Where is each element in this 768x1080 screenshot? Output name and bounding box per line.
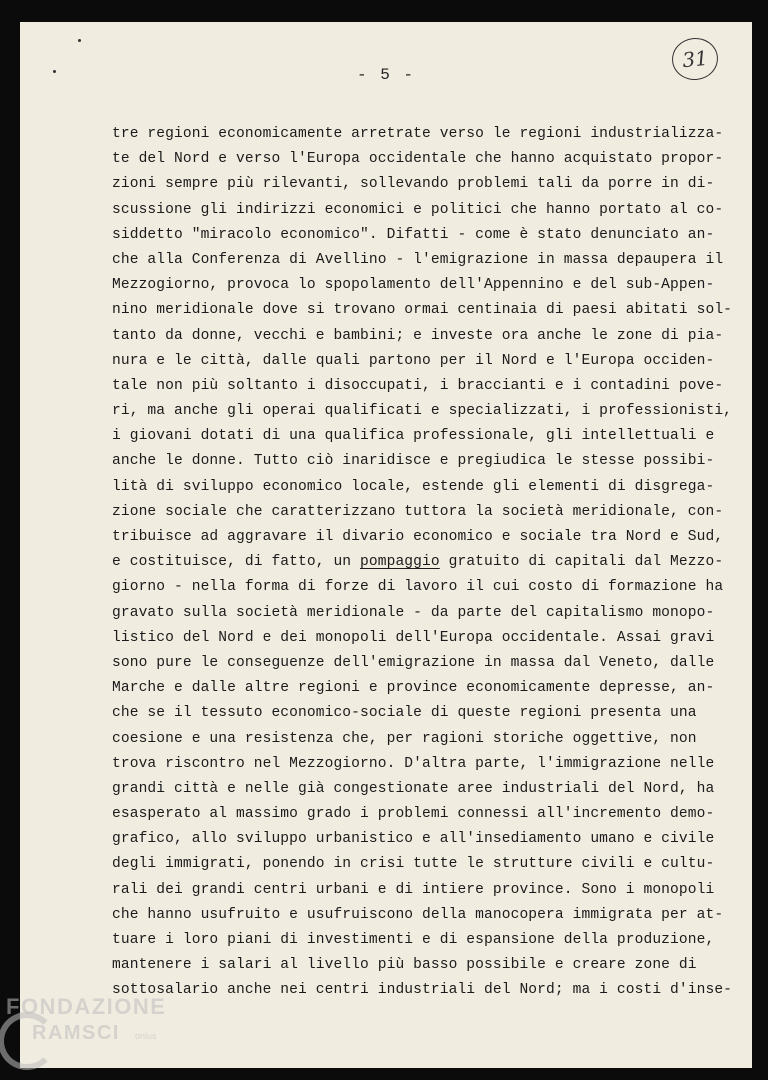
text-line: esasperato al massimo grado i problemi connessi all'incremento demo-	[112, 806, 715, 823]
body-text	[112, 122, 732, 1004]
watermark-subtitle: RAMSCI	[32, 1022, 120, 1044]
g-logo-icon	[0, 1012, 56, 1070]
text-line: scussione gli indirizzi economici e politici che hanno portato al co-	[112, 201, 724, 218]
text-line: mantenere i salari al livello più basso possibile e creare zone di	[112, 957, 697, 974]
text-line: grafico, allo sviluppo urbanistico e all'insediamento umano e civile	[112, 831, 715, 848]
text-line: giorno - nella forma di forze di lavoro il cui costo di formazione ha	[112, 579, 724, 596]
text-line: tuare i loro piani di investimenti e di espansione della produzione,	[112, 932, 715, 948]
text-line: degli immigrati, ponendo in crisi tutte le strutture civili e cultu-	[112, 856, 715, 873]
text-line: nura e le città, dalle quali partono per il Nord e l'Europa occiden-	[112, 352, 715, 369]
text-line: sono pure le conseguenze dell'emigrazione in massa dal Veneto, dalle	[112, 654, 715, 671]
text-line: te del Nord e verso l'Europa occidentale che hanno acquistato propor-	[112, 151, 724, 168]
text-line-underlined	[112, 550, 732, 575]
page-number: - 5 -	[356, 66, 415, 84]
underlined-word: pompaggio	[360, 554, 440, 571]
text-line: gravato sulla società meridionale - da parte del capitalismo monopo-	[112, 604, 715, 621]
text-line: lità di sviluppo economico locale, estende gli elementi di disgrega-	[112, 478, 715, 495]
text-line: listico del Nord e dei monopoli dell'Europa occidentale. Assai gravi	[112, 629, 715, 646]
watermark-suffix: onlus	[134, 1031, 157, 1041]
text-line: ri, ma anche gli operai qualificati e specializzati, i professionisti,	[112, 403, 733, 420]
text-line: tribuisce ad aggravare il divario economico e sociale tra Nord e Sud,	[112, 529, 724, 545]
text-segment: e costituisce, di fatto, un	[112, 554, 361, 571]
text-line: coesione e una resistenza che, per ragioni storiche oggettive, non	[112, 730, 697, 747]
text-line: nino meridionale dove si trovano ormai centinaia di paesi abitati sol-	[112, 302, 733, 319]
text-segment: gratuito di capitali dal Mezzo-	[439, 554, 724, 571]
text-line: rali dei grandi centri urbani e di intiere province. Sono i monopoli	[112, 881, 715, 898]
watermark-logo	[6, 994, 166, 1045]
text-line: che alla Conferenza di Avellino - l'emigrazione in massa depaupera il	[112, 251, 724, 268]
text-line: trova riscontro nel Mezzogiorno. D'altra parte, l'immigrazione nelle	[112, 755, 715, 772]
text-line: zioni sempre più rilevanti, sollevando problemi tali da porre in di-	[112, 176, 715, 193]
watermark-title: FONDAZIONE	[6, 994, 167, 1019]
text-line: i giovani dotati di una qualifica professionale, gli intellettuali e	[112, 428, 715, 445]
text-line: zione sociale che caratterizzano tuttora la società meridionale, con-	[112, 503, 724, 520]
ink-speck	[78, 39, 81, 42]
text-line: che hanno usufruito e usufruiscono della manocopera immigrata per at-	[112, 906, 724, 923]
text-line: Mezzogiorno, provoca lo spopolamento dell'Appennino e del sub-Appen-	[112, 277, 715, 294]
text-line: tre regioni economicamente arretrate verso le regioni industrializza-	[112, 126, 724, 142]
watermark-subtitle-row	[32, 1022, 166, 1045]
text-line: anche le donne. Tutto ciò inaridisce e pregiudica le stesse possibi-	[112, 453, 715, 470]
text-line: tanto da donne, vecchi e bambini; e investe ora anche le zone di pia-	[112, 327, 724, 344]
text-line: tale non più soltanto i disoccupati, i braccianti e i contadini pove-	[112, 377, 724, 394]
text-line: sottosalario anche nei centri industriali del Nord; ma i costi d'inse-	[112, 982, 733, 999]
text-line: che se il tessuto economico-sociale di queste regioni presenta una	[112, 705, 697, 722]
text-line: siddetto "miracolo economico". Difatti - come è stato denunciato an-	[112, 226, 715, 243]
text-line: grandi città e nelle già congestionate aree industriali del Nord, ha	[112, 780, 715, 797]
text-line: Marche e dalle altre regioni e province economicamente depresse, an-	[112, 680, 715, 697]
document-page	[20, 22, 752, 1068]
archive-stamp: 31	[670, 36, 720, 83]
